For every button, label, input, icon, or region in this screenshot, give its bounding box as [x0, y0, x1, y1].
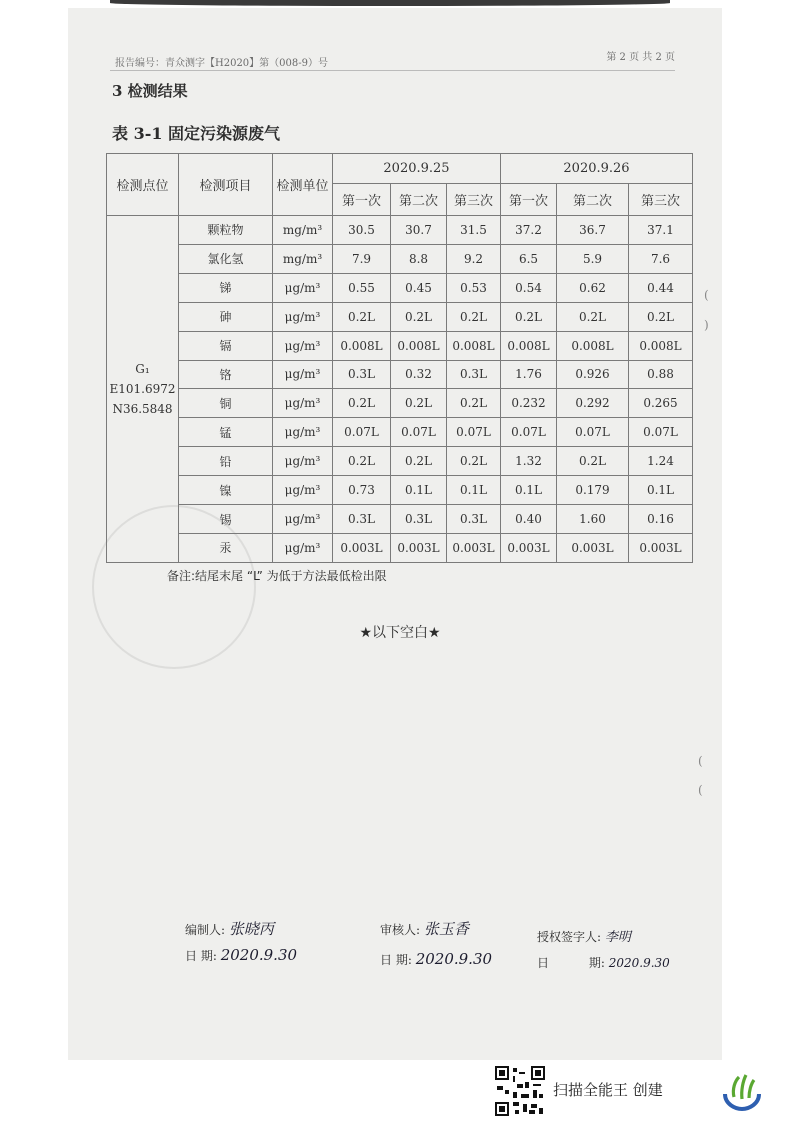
- point-line: N36.5848: [112, 402, 173, 416]
- header-unit: 检测单位: [273, 154, 333, 216]
- cell-value: 0.2L: [333, 302, 391, 331]
- cell-value: 0.73: [333, 476, 391, 505]
- results-body: [107, 216, 693, 563]
- cell-value: 0.008L: [629, 331, 693, 360]
- scanner-footer: [495, 1066, 793, 1118]
- margin-mark: ): [704, 318, 709, 332]
- cell-value: 0.54: [501, 273, 557, 302]
- blank-marker: ★以下空白★: [359, 625, 441, 641]
- header-item: 检测项目: [179, 154, 273, 216]
- header-run: 第三次: [629, 184, 693, 216]
- reviewer-date-block: [380, 950, 492, 968]
- cell-item: 铬: [179, 360, 273, 389]
- cell-value: 0.008L: [557, 331, 629, 360]
- cell-value: 0.40: [501, 505, 557, 534]
- cell-value: 0.008L: [501, 331, 557, 360]
- compiler-label: 编制人:: [185, 923, 226, 937]
- header-run: 第二次: [391, 184, 447, 216]
- cell-value: 0.88: [629, 360, 693, 389]
- cell-value: 0.2L: [391, 302, 447, 331]
- cell-value: 0.07L: [333, 418, 391, 447]
- header-date-2: 2020.9.26: [501, 154, 693, 184]
- table-row: [107, 331, 693, 360]
- cell-item: 氯化氢: [179, 244, 273, 273]
- cell-value: 0.62: [557, 273, 629, 302]
- signer-date-block: [537, 954, 670, 971]
- cell-value: 0.07L: [447, 418, 501, 447]
- cell-unit: μg/m³: [273, 418, 333, 447]
- cell-value: 0.07L: [629, 418, 693, 447]
- cell-item: 铜: [179, 389, 273, 418]
- cell-value: 0.53: [447, 273, 501, 302]
- cell-value: 0.55: [333, 273, 391, 302]
- cell-unit: μg/m³: [273, 302, 333, 331]
- header-date-1: 2020.9.25: [333, 154, 501, 184]
- cell-value: 1.76: [501, 360, 557, 389]
- cell-value: 0.008L: [333, 331, 391, 360]
- cell-value: 0.008L: [447, 331, 501, 360]
- cell-unit: μg/m³: [273, 273, 333, 302]
- reviewer-date: 2020.9.30: [415, 950, 493, 968]
- cell-value: 1.32: [501, 447, 557, 476]
- cell-value: 0.2L: [557, 302, 629, 331]
- cell-value: 0.2L: [629, 302, 693, 331]
- reviewer-signature: 张玉香: [423, 920, 469, 938]
- cell-value: 0.2L: [391, 447, 447, 476]
- cell-item: 颗粒物: [179, 216, 273, 245]
- signer-date-label-2: 期:: [588, 956, 605, 970]
- cell-unit: μg/m³: [273, 331, 333, 360]
- reviewer-date-label: 日 期:: [380, 953, 412, 967]
- cell-value: 0.3L: [447, 505, 501, 534]
- results-table: [106, 153, 693, 563]
- cell-value: 7.6: [629, 244, 693, 273]
- cell-unit: μg/m³: [273, 447, 333, 476]
- report-number: 报告编号：青众测字【H2020】第（008-9）号: [115, 58, 328, 69]
- camscanner-logo-icon: [721, 1072, 763, 1112]
- cell-value: 0.232: [501, 389, 557, 418]
- cell-unit: μg/m³: [273, 476, 333, 505]
- qr-code-icon: [495, 1066, 545, 1116]
- margin-mark: (: [704, 288, 709, 302]
- cell-value: 0.3L: [333, 505, 391, 534]
- cell-value: 31.5: [447, 216, 501, 245]
- header-run: 第二次: [557, 184, 629, 216]
- table-row: [107, 447, 693, 476]
- cell-value: 0.2L: [447, 302, 501, 331]
- cell-value: 0.292: [557, 389, 629, 418]
- header-point: 检测点位: [107, 154, 179, 216]
- cell-value: 8.8: [391, 244, 447, 273]
- cell-value: 5.9: [557, 244, 629, 273]
- cell-value: 0.3L: [333, 360, 391, 389]
- report-header: [115, 48, 675, 70]
- section-title: 3 检测结果: [112, 82, 188, 100]
- cell-value: 1.60: [557, 505, 629, 534]
- table-row: [107, 476, 693, 505]
- cell-point: [107, 216, 179, 563]
- cell-value: 1.24: [629, 447, 693, 476]
- cell-value: 0.003L: [501, 533, 557, 562]
- compiler-date-label: 日 期:: [185, 949, 217, 963]
- header-divider: [110, 70, 675, 71]
- signer-block: [537, 926, 631, 945]
- cell-unit: μg/m³: [273, 533, 333, 562]
- scan-margin: [722, 0, 793, 1060]
- signer-date: 2020.9.30: [608, 956, 670, 970]
- reviewer-label: 审核人:: [380, 923, 421, 937]
- cell-item: 砷: [179, 302, 273, 331]
- cell-item: 锰: [179, 418, 273, 447]
- cell-value: 7.9: [333, 244, 391, 273]
- table-row: [107, 273, 693, 302]
- cell-item: 铅: [179, 447, 273, 476]
- cell-value: 0.45: [391, 273, 447, 302]
- table-title: 表 3-1 固定污染源废气: [112, 124, 281, 143]
- cell-value: 0.44: [629, 273, 693, 302]
- cell-value: 0.07L: [557, 418, 629, 447]
- cell-value: 37.1: [629, 216, 693, 245]
- margin-mark: (: [698, 754, 703, 768]
- cell-value: 0.003L: [629, 533, 693, 562]
- cell-item: 镍: [179, 476, 273, 505]
- compiler-date: 2020.9.30: [220, 946, 298, 964]
- cell-value: 0.003L: [447, 533, 501, 562]
- cell-value: 0.1L: [391, 476, 447, 505]
- page-number: 第 2 页 共 2 页: [606, 52, 675, 63]
- footer-text: 扫描全能王 创建: [553, 1081, 663, 1099]
- cell-value: 37.2: [501, 216, 557, 245]
- cell-unit: mg/m³: [273, 244, 333, 273]
- cell-value: 0.2L: [333, 447, 391, 476]
- header-run: 第一次: [333, 184, 391, 216]
- cell-value: 0.1L: [629, 476, 693, 505]
- cell-value: 0.1L: [447, 476, 501, 505]
- cell-value: 0.008L: [391, 331, 447, 360]
- cell-value: 0.2L: [391, 389, 447, 418]
- table-row: [107, 505, 693, 534]
- cell-item: 汞: [179, 533, 273, 562]
- cell-value: 0.926: [557, 360, 629, 389]
- header-run: 第一次: [501, 184, 557, 216]
- cell-unit: mg/m³: [273, 216, 333, 245]
- point-line: E101.6972: [109, 382, 176, 396]
- page-top-shadow: [110, 0, 670, 6]
- table-row: [107, 533, 693, 562]
- table-note: 备注:结尾末尾 “L” 为低于方法最低检出限: [167, 569, 387, 583]
- table-row: [107, 244, 693, 273]
- cell-value: 0.1L: [501, 476, 557, 505]
- cell-value: 0.003L: [557, 533, 629, 562]
- cell-item: 锑: [179, 273, 273, 302]
- cell-value: 0.2L: [447, 447, 501, 476]
- cell-item: 镉: [179, 331, 273, 360]
- cell-value: 0.3L: [391, 505, 447, 534]
- cell-value: 0.2L: [447, 389, 501, 418]
- table-row: [107, 302, 693, 331]
- cell-unit: μg/m³: [273, 505, 333, 534]
- signer-date-label: 日: [537, 956, 550, 970]
- table-row: [107, 389, 693, 418]
- margin-mark: (: [698, 783, 703, 797]
- signer-signature: 李明: [604, 930, 631, 945]
- cell-value: 0.3L: [447, 360, 501, 389]
- cell-item: 锡: [179, 505, 273, 534]
- table-row: [107, 216, 693, 245]
- cell-value: 0.07L: [391, 418, 447, 447]
- cell-value: 0.003L: [333, 533, 391, 562]
- cell-value: 0.2L: [557, 447, 629, 476]
- cell-value: 0.179: [557, 476, 629, 505]
- reviewer-block: [380, 918, 469, 939]
- table-row: [107, 418, 693, 447]
- table-row: [107, 360, 693, 389]
- cell-value: 0.32: [391, 360, 447, 389]
- signer-label: 授权签字人:: [537, 930, 602, 944]
- compiler-signature: 张晓丙: [228, 920, 274, 938]
- cell-value: 30.7: [391, 216, 447, 245]
- compiler-date-block: [185, 946, 297, 964]
- cell-value: 0.07L: [501, 418, 557, 447]
- header-run: 第三次: [447, 184, 501, 216]
- cell-value: 0.16: [629, 505, 693, 534]
- cell-value: 36.7: [557, 216, 629, 245]
- cell-value: 0.003L: [391, 533, 447, 562]
- cell-unit: μg/m³: [273, 360, 333, 389]
- cell-value: 9.2: [447, 244, 501, 273]
- cell-value: 0.265: [629, 389, 693, 418]
- point-line: G₁: [135, 362, 150, 376]
- compiler-block: [185, 918, 274, 939]
- cell-value: 6.5: [501, 244, 557, 273]
- cell-value: 0.2L: [333, 389, 391, 418]
- cell-value: 30.5: [333, 216, 391, 245]
- cell-unit: μg/m³: [273, 389, 333, 418]
- cell-value: 0.2L: [501, 302, 557, 331]
